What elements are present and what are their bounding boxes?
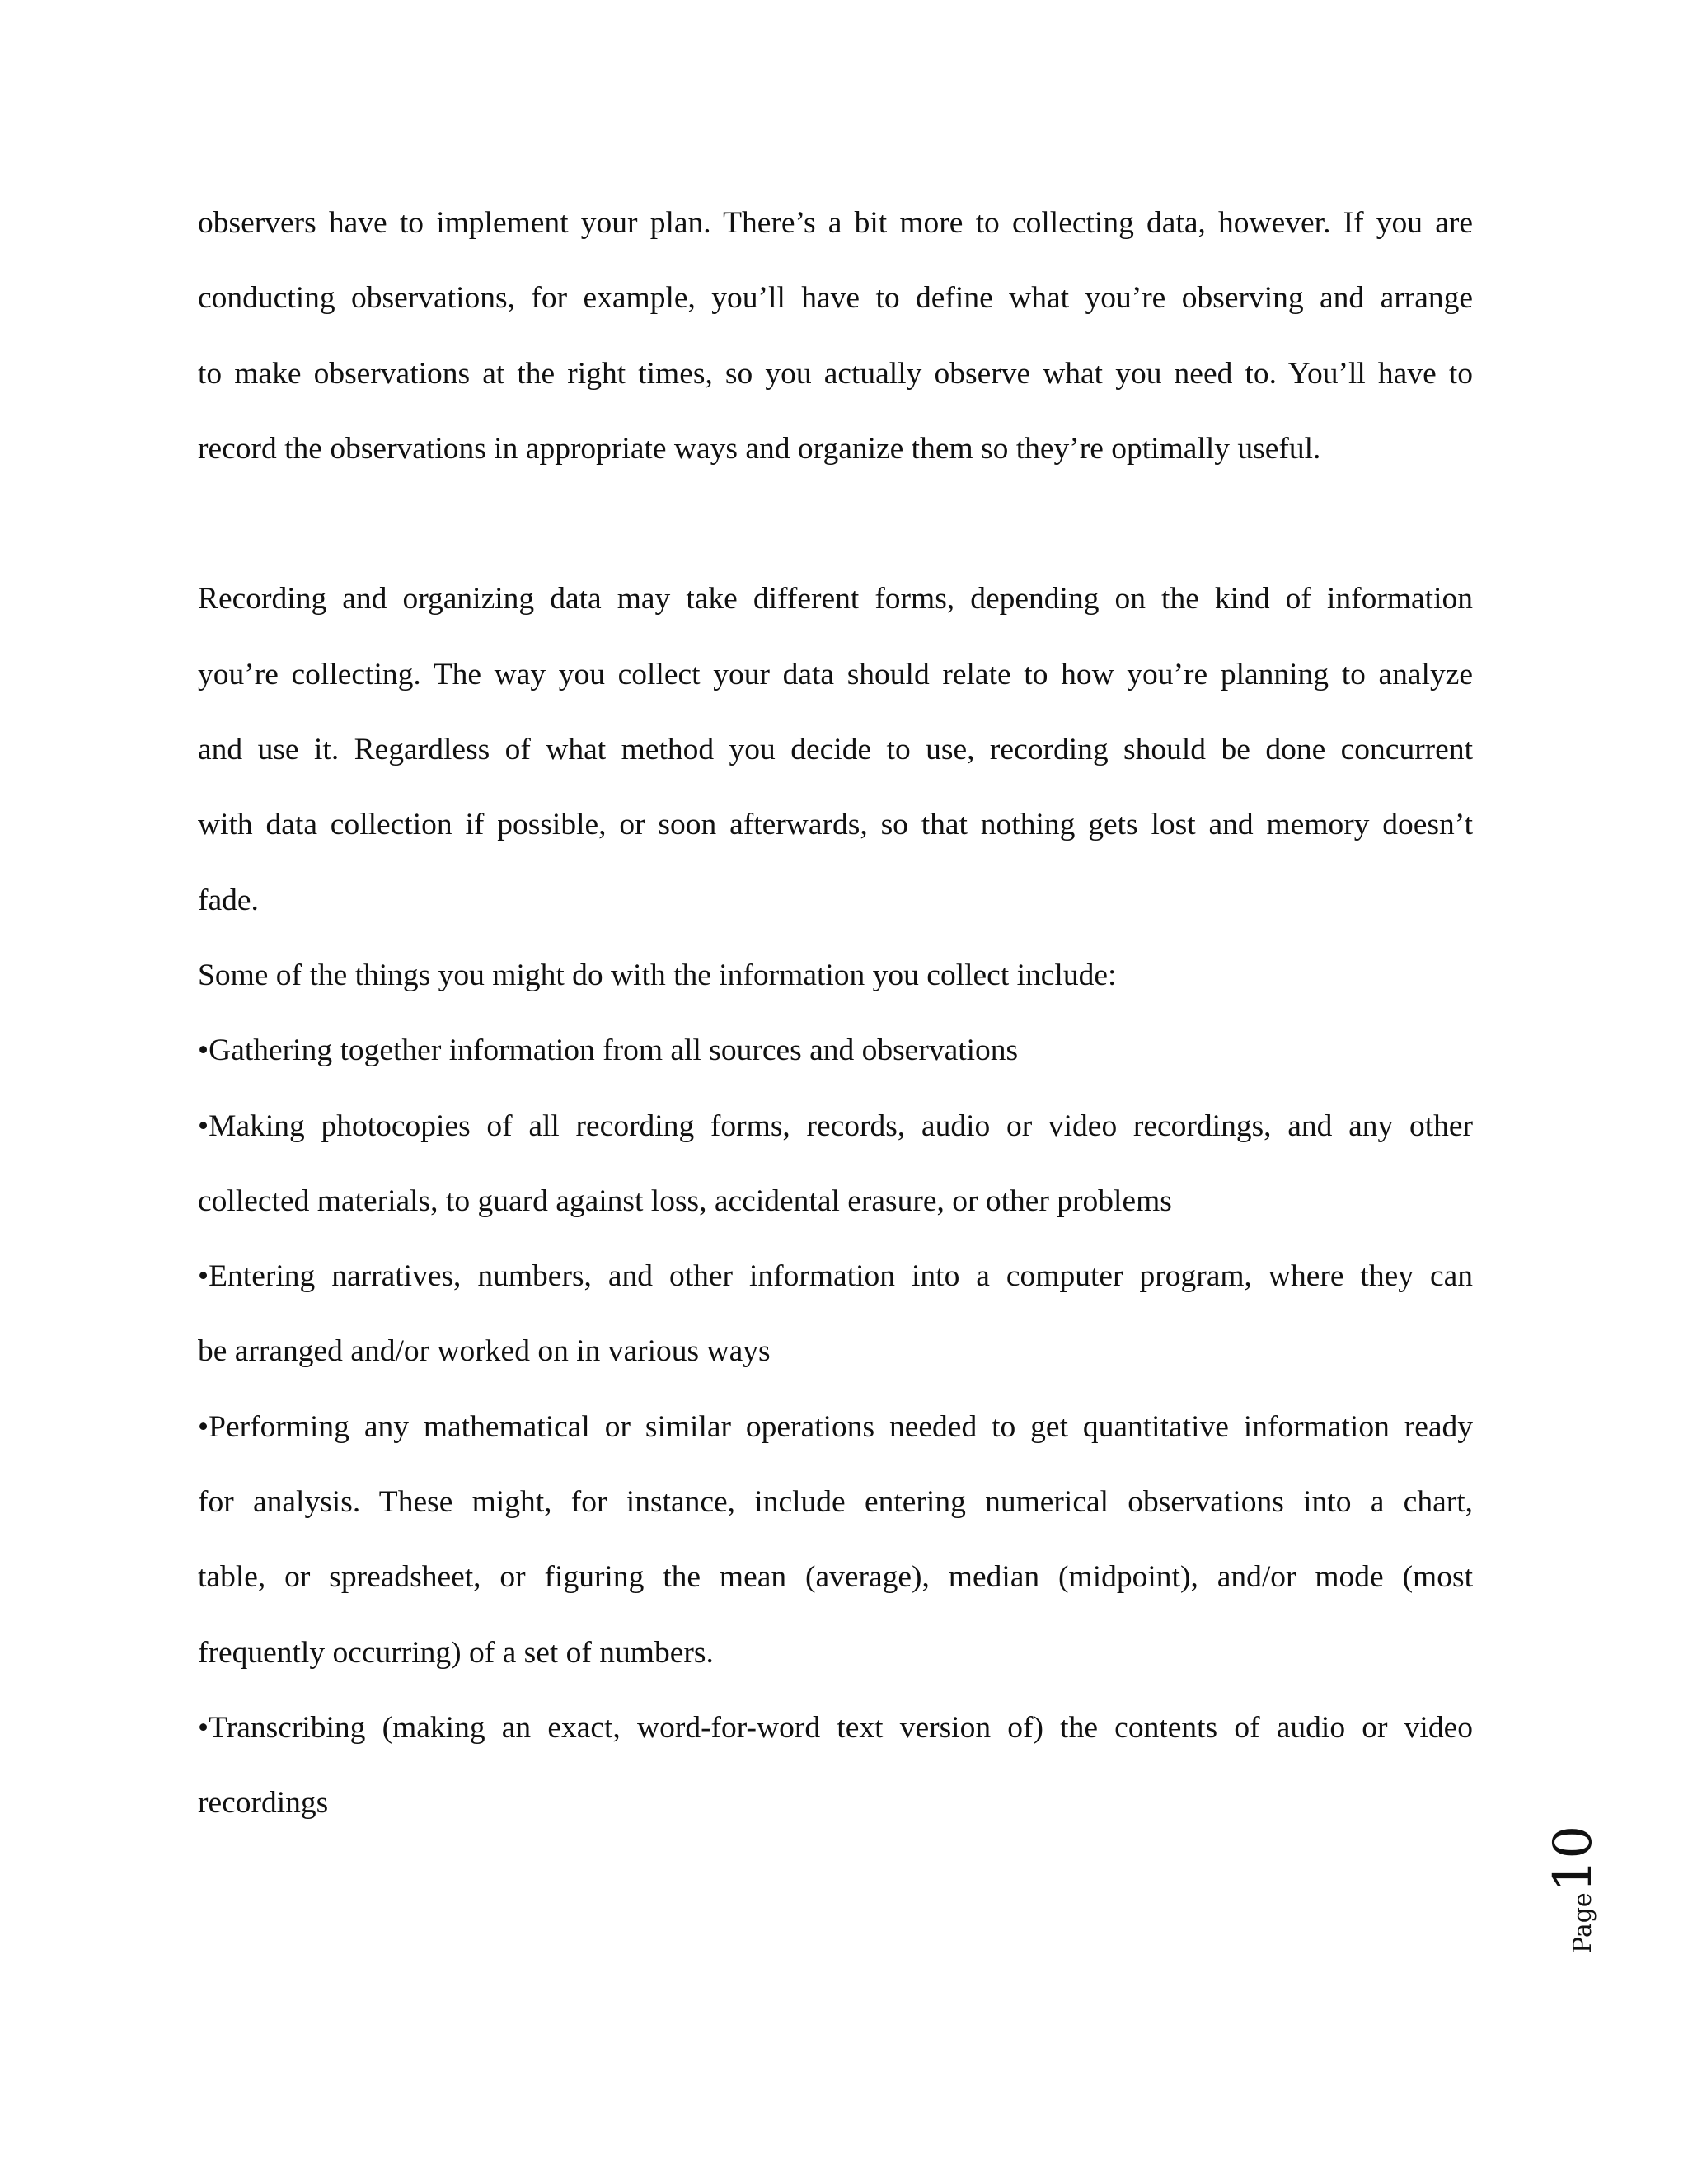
text-line: fade. [198,883,259,917]
text-line: conducting observations, for example, you’ll have to define what you’re observing and arrange [198,281,1473,316]
list-item [198,1089,1473,1240]
paragraph-2 [198,561,1473,937]
text-line: be arranged and/or worked on in various ways [198,1334,771,1369]
list-intro [198,938,1473,1013]
text-line: and use it. Regardless of what method you decide to use, recording should be done concurrent [198,733,1473,767]
text-line: •Transcribing (making an exact, word-for-word text version of) the contents of audio or video [198,1710,1473,1745]
page-number-value: 10 [1543,1825,1604,1893]
text-line: recordings [198,1786,329,1821]
page-number [1535,1825,1634,1957]
page-body [198,185,1473,1841]
text-line: for analysis. These might, for instance, include entering numerical observations into a chart, [198,1485,1473,1520]
text-line: Recording and organizing data may take different forms, depending on the kind of information [198,582,1473,616]
text-line: •Entering narratives, numbers, and other information into a computer program, where they can [198,1259,1473,1294]
list-item [198,1239,1473,1390]
text-line: collected materials, to guard against loss, accidental erasure, or other problems [198,1183,1172,1218]
text-line: to make observations at the right times, so you actually observe what you need to. You’ll have to [198,356,1473,391]
text-line: Some of the things you might do with the information you collect include: [198,958,1117,992]
bullet-list [198,1013,1473,1840]
list-item [198,1390,1473,1690]
list-item [198,1013,1473,1088]
text-line: frequently occurring) of a set of numbers. [198,1635,714,1670]
paragraph-spacer [198,486,1473,561]
text-line: you’re collecting. The way you collect your data should relate to how you’re planning to analyze [198,657,1473,691]
paragraph-1 [198,185,1473,486]
page-number-rotated [1543,1825,1604,1953]
text-line: •Gathering together information from all sources and observations [198,1033,1019,1068]
text-line: with data collection if possible, or soon afterwards, so that nothing gets lost and memory doesn’t [198,808,1473,842]
list-item [198,1690,1473,1841]
text-line: •Making photocopies of all recording forms, records, audio or video recordings, and any other [198,1108,1473,1143]
text-line: record the observations in appropriate ways and organize them so they’re optimally useful. [198,431,1321,466]
text-line: observers have to implement your plan. There’s a bit more to collecting data, however. If you are [198,206,1473,240]
text-line: •Performing any mathematical or similar operations needed to get quantitative information ready [198,1409,1473,1444]
page-number-label: Page [1568,1892,1597,1953]
text-line: table, or spreadsheet, or figuring the mean (average), median (midpoint), and/or mode (most [198,1560,1473,1595]
